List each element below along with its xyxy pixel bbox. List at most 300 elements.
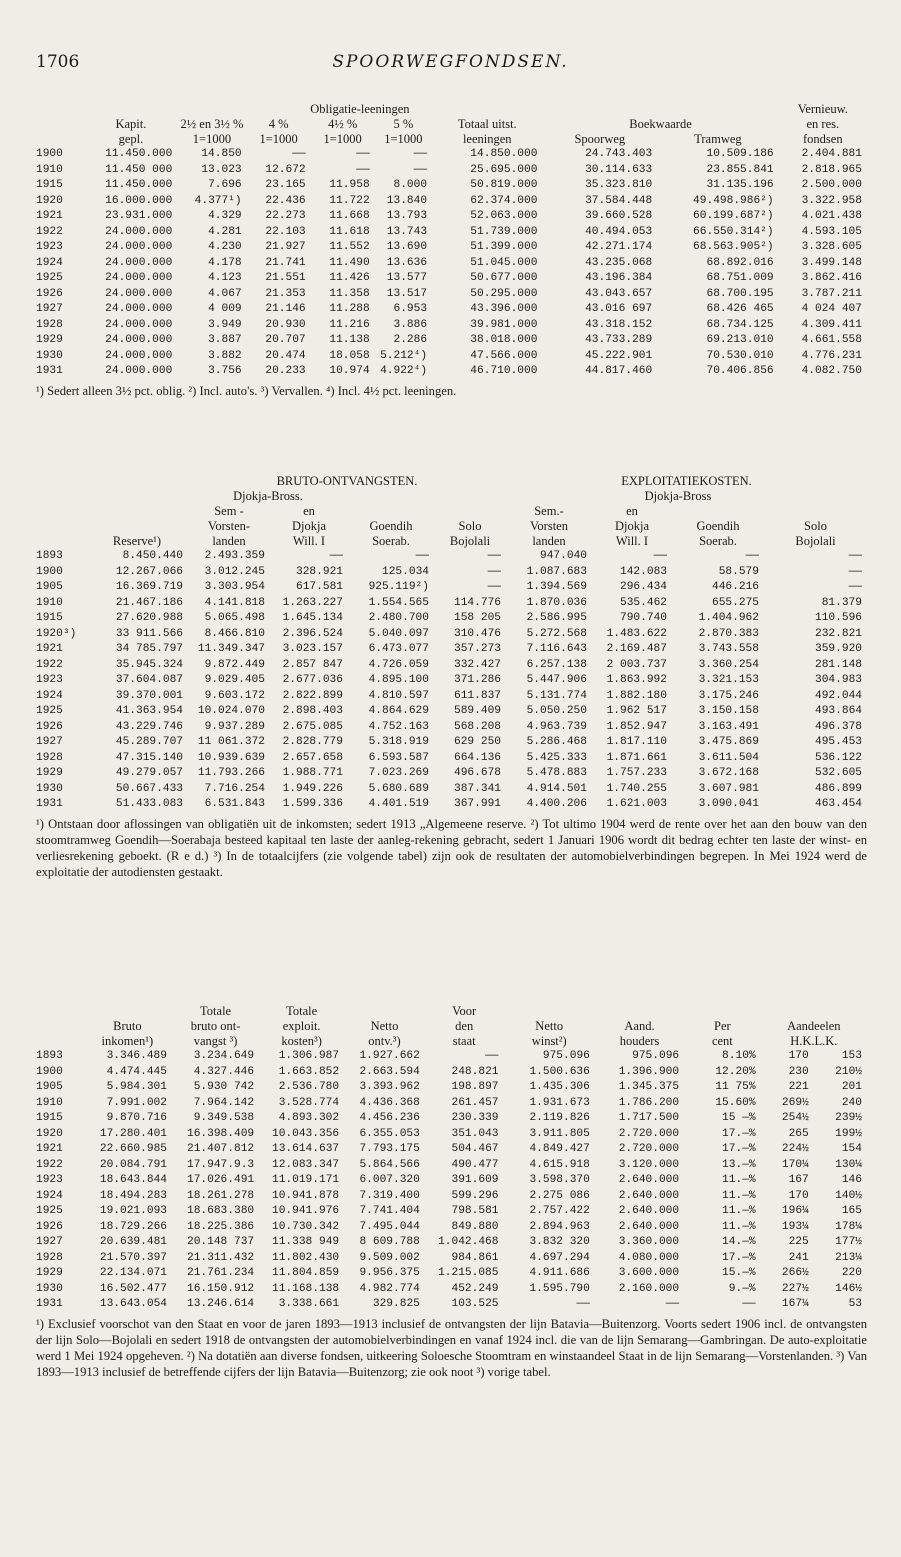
totale-row — [36, 1173, 867, 1189]
value-cell: 21.353 — [265, 287, 306, 300]
value-cell: 4.752.163 — [368, 720, 429, 733]
value-cell: 240 — [841, 1096, 862, 1109]
value-cell: 4.400.206 — [526, 798, 587, 810]
header-djokja: Djokja — [614, 519, 650, 533]
value-cell: 11.338 949 — [271, 1236, 340, 1248]
value-cell: 281.148 — [815, 658, 862, 671]
value-cell: 4.281 — [208, 225, 242, 238]
header-4half: 4½ % — [328, 117, 358, 131]
header-bruto: Bruto — [113, 1019, 142, 1033]
value-cell: 2.500.000 — [801, 179, 862, 191]
value-cell: 146½ — [835, 1282, 862, 1295]
value-cell: 7.495.044 — [359, 1220, 420, 1233]
value-cell: 24.000.000 — [105, 303, 173, 315]
vernieuw-label: Vernieuw. — [797, 102, 848, 116]
year-cell: 1921 — [36, 643, 63, 655]
value-cell: 2.828.779 — [282, 736, 343, 748]
value-cell: 1.863.992 — [606, 674, 667, 686]
value-cell: 22.660.985 — [99, 1143, 167, 1155]
totale-header-row-3 — [36, 1034, 867, 1049]
value-cell: 536.122 — [815, 751, 862, 764]
header-inkomen: inkomen¹) — [101, 1034, 154, 1048]
value-cell: 50.819.000 — [470, 179, 538, 191]
value-cell: 975.096 — [542, 1050, 590, 1062]
obligatie-row — [36, 318, 867, 334]
value-cell: 230 — [788, 1065, 809, 1078]
value-cell: 5.065.498 — [204, 612, 265, 624]
value-cell: 45.289.707 — [115, 736, 183, 748]
value-cell: 5.286.468 — [526, 736, 587, 748]
value-cell: 2.640.000 — [618, 1220, 680, 1233]
value-cell: 49.498.986²) — [693, 194, 774, 207]
value-cell: 387.341 — [454, 782, 501, 795]
obligatie-row — [36, 302, 867, 318]
value-cell: 1.931.673 — [529, 1096, 590, 1109]
value-cell: 1.645.134 — [282, 612, 343, 624]
value-cell: 2.536.780 — [278, 1081, 340, 1093]
value-cell: 11.216 — [329, 318, 370, 331]
header-sem: Sem - — [214, 504, 244, 518]
value-cell: 1.396.900 — [618, 1065, 680, 1078]
value-cell: 611.837 — [454, 689, 501, 702]
value-cell: 43.229.746 — [115, 720, 183, 733]
header-hklk: H.K.L.K. — [790, 1034, 838, 1048]
year-cell: 1926 — [36, 720, 63, 733]
header-soerab: Soerab. — [699, 534, 737, 548]
obligatie-row — [36, 163, 867, 179]
value-cell: 1.962 517 — [606, 705, 667, 717]
obligatie-row — [36, 364, 867, 380]
value-cell: —— — [653, 550, 667, 562]
value-cell: 153 — [841, 1050, 862, 1062]
value-cell: 10.974 — [329, 365, 370, 377]
value-cell: 9.603.172 — [204, 689, 265, 702]
value-cell: 1.345.375 — [618, 1081, 680, 1093]
header-houders: houders — [619, 1034, 660, 1048]
bruto-row — [36, 658, 867, 674]
totale-row — [36, 1127, 867, 1143]
value-cell: 227½ — [781, 1282, 809, 1295]
value-cell: 37.604.087 — [115, 674, 183, 686]
value-cell: 114.776 — [454, 596, 501, 609]
value-cell: 142.083 — [620, 565, 667, 578]
bruto-row — [36, 596, 867, 612]
year-cell: 1924 — [36, 689, 63, 702]
value-cell: 140½ — [835, 1189, 862, 1202]
value-cell: 21.311.432 — [186, 1251, 255, 1264]
value-cell: 495.453 — [815, 736, 862, 748]
value-cell: 8 609.788 — [359, 1236, 420, 1248]
year-cell: 1905 — [36, 1081, 63, 1093]
obligatie-row — [36, 225, 867, 241]
value-cell: 3.322.958 — [801, 194, 862, 207]
value-cell: 25.695.000 — [470, 163, 538, 176]
page-number: 1706 — [36, 52, 80, 72]
header-djokja-bross: Djokja-Bross. — [233, 489, 303, 503]
header-5pct: 5 % — [393, 117, 414, 131]
header-2half: 2½ en 3½ % — [180, 117, 244, 131]
value-cell: 51.739.000 — [470, 225, 538, 238]
value-cell: 178¼ — [835, 1220, 862, 1233]
year-cell: 1930 — [36, 782, 63, 795]
value-cell: 3.756 — [208, 365, 242, 377]
year-cell: 1900 — [36, 148, 63, 160]
totale-row — [36, 1282, 867, 1298]
value-cell: 4.377¹) — [194, 194, 242, 207]
value-cell: 1.599.336 — [282, 798, 343, 810]
value-cell: 22.273 — [265, 210, 306, 222]
header-exploit: exploit. — [282, 1019, 321, 1033]
value-cell: 5.680.689 — [368, 782, 429, 795]
value-cell: 2.870.383 — [698, 627, 759, 640]
value-cell: 170 — [788, 1050, 809, 1062]
value-cell: 1.435.306 — [529, 1081, 590, 1093]
totale-row — [36, 1096, 867, 1112]
value-cell: 41.363.954 — [115, 705, 183, 717]
value-cell: 10.730.342 — [271, 1220, 340, 1233]
value-cell: 6.257.138 — [526, 658, 587, 671]
year-cell: 1893 — [36, 550, 63, 562]
totale-row — [36, 1297, 867, 1313]
obligatie-row — [36, 178, 867, 194]
value-cell: 220 — [841, 1267, 862, 1279]
value-cell: 43.396.000 — [470, 303, 538, 315]
header-unit: 1=1000 — [384, 132, 423, 146]
header-unit: 1=1000 — [192, 132, 232, 146]
value-cell: 10.043.356 — [271, 1127, 340, 1140]
value-cell: 568.208 — [454, 720, 501, 733]
value-cell: 2.657.658 — [282, 751, 343, 764]
value-cell: 535.462 — [620, 596, 667, 609]
value-cell: 125.034 — [382, 565, 429, 578]
value-cell: 5.447.906 — [526, 674, 587, 686]
bruto-row — [36, 751, 867, 767]
value-cell: 1.042.468 — [438, 1236, 499, 1248]
value-cell: 9.872.449 — [204, 658, 265, 671]
value-cell: 3.607.981 — [698, 782, 759, 795]
value-cell: 4.309.411 — [801, 318, 862, 331]
header-will: Will. I — [615, 534, 649, 548]
header-landen: landen — [532, 534, 566, 548]
value-cell: 5.478.883 — [526, 767, 587, 779]
header-unit: 1=1000 — [323, 132, 362, 146]
bruto-row — [36, 689, 867, 705]
header-staat: staat — [452, 1034, 476, 1048]
totale-row — [36, 1220, 867, 1236]
value-cell: 170¼ — [781, 1158, 809, 1171]
value-cell: 790.740 — [620, 612, 667, 624]
value-cell: 27.620.988 — [115, 612, 183, 624]
value-cell: 329.825 — [372, 1298, 420, 1310]
value-cell: 11.722 — [329, 194, 370, 207]
year-cell: 1910 — [36, 596, 63, 609]
value-cell: 241 — [788, 1251, 809, 1264]
value-cell: 193¼ — [781, 1220, 809, 1233]
obligatie-row — [36, 349, 867, 365]
value-cell: 10.509.186 — [706, 148, 774, 160]
obligatie-row — [36, 194, 867, 210]
value-cell: 16.000.000 — [105, 194, 173, 207]
header-ontv: ontv.³) — [368, 1034, 401, 1048]
value-cell: 24.000.000 — [105, 225, 173, 238]
obligatie-row — [36, 271, 867, 287]
value-cell: 599.296 — [451, 1189, 499, 1202]
value-cell: 493.864 — [815, 705, 862, 717]
value-cell: 51.045.000 — [470, 256, 538, 269]
value-cell: 232.821 — [815, 627, 862, 640]
year-cell: 1926 — [36, 287, 63, 300]
value-cell: —— — [485, 1050, 499, 1062]
value-cell: 53 — [848, 1298, 862, 1310]
value-cell: 13.793 — [386, 210, 428, 222]
value-cell: 23.165 — [265, 179, 306, 191]
value-cell: 11.288 — [329, 303, 370, 315]
value-cell: 11.426 — [329, 272, 370, 284]
value-cell: 3.787.211 — [801, 287, 862, 300]
obligatie-row — [36, 333, 867, 349]
header-aandeelen: Aandeelen — [787, 1019, 841, 1033]
value-cell: 70.406.856 — [706, 365, 774, 377]
value-cell: 2.640.000 — [618, 1174, 680, 1186]
value-cell: 4 009 — [208, 303, 242, 315]
value-cell: 6.531.843 — [204, 798, 265, 810]
value-cell: 7.023.269 — [368, 767, 429, 779]
value-cell: 4.810.597 — [368, 689, 429, 702]
value-cell: 1.817.110 — [606, 736, 667, 748]
value-cell: —— — [848, 581, 862, 593]
value-cell: 13.—% — [722, 1158, 756, 1171]
bruto-title: BRUTO-ONTVANGSTEN. — [276, 474, 418, 488]
value-cell: 1.595.790 — [529, 1282, 590, 1295]
value-cell: 16.369.719 — [115, 581, 183, 593]
year-cell: 1930 — [36, 349, 63, 362]
value-cell: 4.615.918 — [529, 1158, 590, 1171]
header-unit: 1=1000 — [259, 132, 298, 146]
value-cell: 1.927.662 — [359, 1050, 420, 1062]
value-cell: 6.953 — [393, 303, 428, 315]
value-cell: 19.021.093 — [99, 1205, 167, 1217]
value-cell: 21.761.234 — [186, 1267, 255, 1279]
value-cell: 2.480.700 — [368, 612, 429, 624]
value-cell: 3.832 320 — [529, 1236, 590, 1248]
header-cent: cent — [711, 1034, 733, 1048]
value-cell: 2.640.000 — [618, 1205, 680, 1217]
year-cell: 1928 — [36, 318, 63, 331]
value-cell: —— — [665, 1298, 680, 1310]
year-cell: 1920 — [36, 1127, 63, 1140]
value-cell: 2.286 — [393, 334, 428, 346]
value-cell: 11.358 — [329, 287, 370, 300]
value-cell: 2.169.487 — [606, 643, 667, 655]
value-cell: 11.490 — [329, 256, 370, 269]
value-cell: 11.958 — [329, 179, 370, 191]
value-cell: 43.016 697 — [585, 303, 653, 315]
value-cell: 46.710.000 — [470, 365, 538, 377]
value-cell: 269½ — [781, 1096, 809, 1109]
value-cell: 328.921 — [296, 565, 343, 578]
year-cell: 1915 — [36, 179, 63, 191]
value-cell: 9.509.002 — [359, 1251, 420, 1264]
header-kosten: kosten³) — [281, 1034, 322, 1048]
value-cell: 4.864.629 — [368, 705, 429, 717]
value-cell: 50.677.000 — [470, 272, 538, 284]
header-bojolali: Bojolali — [795, 534, 836, 548]
value-cell: 68.892.016 — [706, 256, 774, 269]
value-cell: 20.084.791 — [99, 1158, 167, 1171]
value-cell: 2.720.000 — [618, 1127, 680, 1140]
year-cell: 1929 — [36, 1267, 63, 1279]
value-cell: 4.474.445 — [106, 1065, 167, 1078]
value-cell: 359.920 — [815, 643, 862, 655]
value-cell: 332.427 — [454, 658, 501, 671]
header-vangst: vangst ³) — [193, 1034, 238, 1048]
bruto-title-row — [36, 474, 867, 489]
value-cell: 224½ — [781, 1143, 809, 1155]
value-cell: 4.963.739 — [526, 720, 587, 733]
value-cell: 11.138 — [329, 334, 370, 346]
value-cell: 69.213.010 — [706, 334, 774, 346]
obligatie-header-row-2 — [36, 117, 867, 132]
value-cell: 18.643.844 — [99, 1174, 167, 1186]
value-cell: 21.407.812 — [186, 1143, 255, 1155]
totale-header-row-1 — [36, 1004, 867, 1019]
value-cell: 2 003.737 — [606, 658, 667, 671]
bruto-row — [36, 580, 867, 596]
year-cell: 1915 — [36, 1112, 63, 1124]
value-cell: 664.136 — [454, 751, 501, 764]
value-cell: 165 — [841, 1205, 862, 1217]
value-cell: 20.639.481 — [99, 1236, 167, 1248]
value-cell: 24.000.000 — [105, 349, 173, 362]
value-cell: 304.983 — [815, 674, 862, 686]
value-cell: 1.215.085 — [438, 1267, 499, 1279]
year-cell: 1923 — [36, 1174, 63, 1186]
value-cell: 24.000.000 — [105, 318, 173, 331]
value-cell: 20.233 — [265, 365, 306, 377]
bruto-row — [36, 720, 867, 736]
value-cell: 13.577 — [386, 272, 428, 284]
value-cell: 3.303.954 — [204, 581, 265, 593]
value-cell: 2.822.899 — [282, 689, 343, 702]
value-cell: 213¼ — [835, 1251, 862, 1264]
value-cell: 14.850 — [201, 148, 242, 160]
value-cell: 68.563.905²) — [693, 241, 774, 253]
value-cell: 11 75% — [715, 1081, 756, 1093]
totale-footnote: ¹) Exclusief voorschot van den Staat en voor de jaren 1893—1913 inclusief de ontvangsten der lijn Batavia—Buitenzorg. Voorts sedert 1906 incl. de ontvangsten der lijn Solo—Bojolali en sedert 1918 de ontvangsten der automobielverbindingen en vanaf 1924 incl. die van de lijn Semarang—Gambringan. De auto-exploitatie werd 1 Mei 1924 opgeheven. ²) Na dotatiën aan diverse fondsen, uitkeering Soloesche Stoomtram en winstaandeel Staat in de lijn Semarang—Vorstenlanden. ³) Van 1893—1913 inclusief de betreffende cijfers der lijn Batavia—Buitenzorg; zie ook noot ³) vorige tabel. — [36, 1316, 867, 1379]
year-cell: 1922 — [36, 225, 63, 238]
value-cell: 4.456.236 — [359, 1112, 420, 1124]
value-cell: 23.855.841 — [706, 163, 774, 176]
value-cell: 15.—% — [722, 1267, 756, 1279]
value-cell: 44.817.460 — [585, 365, 653, 377]
value-cell: 225 — [788, 1236, 809, 1248]
bruto-header-row-2 — [36, 504, 867, 519]
value-cell: 1.306.987 — [278, 1050, 340, 1062]
value-cell: 18.729.266 — [99, 1220, 167, 1233]
value-cell: 13.023 — [201, 163, 242, 176]
value-cell: 21.570.397 — [99, 1251, 167, 1264]
value-cell: 3.611.504 — [698, 751, 759, 764]
value-cell: 33 911.566 — [115, 627, 183, 640]
value-cell: —— — [848, 550, 862, 562]
value-cell: 1.852.947 — [606, 720, 667, 733]
value-cell: 14.850.000 — [470, 148, 538, 160]
value-cell: 43.196.384 — [585, 272, 653, 284]
value-cell: 4.436.368 — [359, 1096, 420, 1109]
value-cell: 266½ — [781, 1267, 809, 1279]
year-cell: 1910 — [36, 1096, 63, 1109]
value-cell: 5.040.097 — [368, 627, 429, 640]
value-cell: 3.360.000 — [618, 1236, 680, 1248]
value-cell: 110.596 — [815, 612, 862, 624]
value-cell: 3.949 — [208, 318, 242, 331]
year-cell: 1915 — [36, 612, 63, 624]
value-cell: 16.150.912 — [186, 1282, 255, 1295]
value-cell: 947.040 — [540, 550, 587, 562]
year-cell: 1929 — [36, 767, 63, 779]
value-cell: 24.743.403 — [585, 148, 653, 160]
value-cell: 47.566.000 — [470, 349, 538, 362]
value-cell: 103.525 — [451, 1298, 499, 1310]
year-cell: 1929 — [36, 334, 63, 346]
value-cell: 655.275 — [712, 596, 759, 609]
value-cell: 3.163.491 — [698, 720, 759, 733]
value-cell: 11.450 000 — [105, 163, 173, 176]
value-cell: 35.945.324 — [115, 658, 183, 671]
year-cell: 1893 — [36, 1050, 63, 1062]
header-leeningen: leeningen — [462, 132, 512, 146]
value-cell: 50.667.433 — [115, 782, 183, 795]
value-cell: 7.991.002 — [106, 1096, 167, 1109]
header-kapit: Kapit. — [115, 117, 147, 131]
totale-row — [36, 1142, 867, 1158]
value-cell: 11.—% — [722, 1205, 756, 1217]
header-4pct: 4 % — [268, 117, 289, 131]
bruto-row — [36, 766, 867, 782]
value-cell: 43.733.289 — [585, 334, 653, 346]
value-cell: 12.267.066 — [115, 565, 183, 578]
year-cell: 1928 — [36, 1251, 63, 1264]
value-cell: 9.956.375 — [359, 1267, 420, 1279]
value-cell: 3.346.489 — [106, 1050, 167, 1062]
value-cell: 1.404.962 — [698, 612, 759, 624]
value-cell: 130¼ — [835, 1158, 862, 1171]
value-cell: 504.467 — [451, 1143, 499, 1155]
value-cell: 3.234.649 — [193, 1050, 255, 1062]
value-cell: 2.493.359 — [204, 550, 265, 562]
header-solo: Solo — [804, 519, 827, 533]
value-cell: 11 061.372 — [197, 736, 265, 748]
header-den: den — [455, 1019, 474, 1033]
value-cell: 1.621.003 — [606, 798, 667, 810]
header-goendih: Goendih — [369, 519, 413, 533]
value-cell: 1.087.683 — [526, 565, 587, 578]
value-cell: 12.672 — [265, 163, 306, 176]
value-cell: 201 — [841, 1081, 862, 1093]
bruto-section — [36, 474, 867, 880]
value-cell: 3.528.774 — [278, 1096, 340, 1109]
value-cell: 13.840 — [386, 194, 428, 207]
totale-body — [36, 1049, 867, 1313]
bruto-row — [36, 735, 867, 751]
year-cell: 1905 — [36, 581, 63, 593]
bruto-row — [36, 642, 867, 658]
value-cell: 47.315.140 — [115, 751, 183, 764]
value-cell: 265 — [788, 1127, 809, 1140]
value-cell: 446.216 — [712, 581, 759, 593]
value-cell: 10.941.976 — [271, 1205, 340, 1217]
value-cell: 5.131.774 — [526, 689, 587, 702]
